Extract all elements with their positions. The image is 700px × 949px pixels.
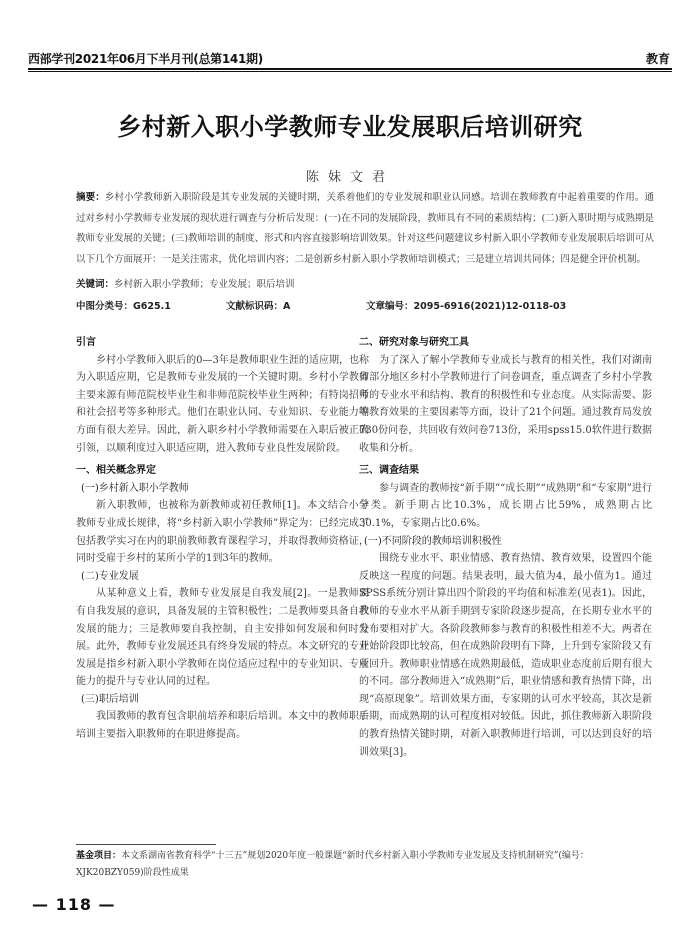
fund-text: 本文系湖南省教育科学“十三五”规划2020年度一般课题“新时代乡村新入职小学教师专业发展及支持机制研究”(编号：XJK20BZY059)阶段性成果 (76, 851, 589, 878)
paper-title: 乡村新入职小学教师专业发展职后培训研究 (117, 113, 583, 141)
section-label: 教育 (645, 52, 670, 66)
article-number: 文章编号：2095-6916(2021)12-0118-03 (366, 301, 567, 312)
subsection2-paragraph: 从某种意义上看，教师专业发展是自我发展[2]。一是教师要有自我发展的意识，具备发展的主管积极性；二是教师要具备自我发展的能力；三是教师要自我控制，自主安排如何发展和何时发展。此外，教师专业发展还具有终身发展的特点。本文研究的专业发展是指乡村新入职小学教师在岗位适应过程中的专业知识、专业能力的提升与专业认同的过程。 (76, 588, 369, 688)
left-column (76, 334, 369, 744)
section2-paragraph: 为了深入了解小学教师专业成长与教育的相关性，我们对湖南省部分地区乡村小学教师进行了问卷调查，重点调查了乡村小学教师的专业水平和结构、教育的积极性和专业态度。从实际需要、影响教育效果的主要因素等方面，设计了21个问题。通过教育局发放730份问卷，共回收有效问卷713份，采用spss15.0软件进行数据收集和分析。 (359, 354, 652, 454)
abstract (76, 188, 654, 270)
clc-number: 中图分类号：G625.1 (76, 301, 171, 312)
subsection2-heading: (二)专业发展 (81, 570, 139, 582)
keywords (76, 276, 654, 290)
author-name: 陈妹文君 (305, 170, 394, 185)
keywords-label: 关键词： (76, 279, 115, 290)
header-rule (28, 68, 672, 70)
section3-paragraph: 参与调查的教师按“新手期”“成长期”“成熟期”和“专家期”进行分类。新手期占比10.3%，成长期占比59%，成熟期占比30.1%，专家期占比0.6%。 (359, 482, 652, 529)
abstract-label: 摘要： (76, 192, 105, 203)
doc-code: 文献标识码：A (226, 301, 291, 312)
right-column (359, 334, 652, 761)
abstract-text: 乡村小学教师新入职阶段是其专业发展的关键时期，关系着他们的专业发展和职业认同感。培训在教师教育中起着重要的作用。通过对乡村小学教师专业发展的现状进行调查与分析后发现：(一)在不同的发展阶段，教师具有不同的素质结构；(二)新入职时期与成熟期是教师专业发展的关键；(三)教师培训的制度、形式和内容直接影响培训效果。针对这些问题建议乡村新入职小学教师专业发展职后培训可从以下几个方面展开：一是关注需求，优化培训内容；二是创新乡村新入职小学教师培训模式；三是建立培训共同体；四是健全评价机制。 (76, 192, 654, 265)
section2-heading: 二、研究对象与研究工具 (359, 337, 469, 348)
subsection31-heading: (一)不同阶段的教师培训积极性 (364, 535, 502, 547)
section3-heading: 三、调查结果 (359, 465, 419, 477)
section1-heading: 一、相关概念界定 (76, 465, 156, 477)
classification-line (76, 298, 566, 312)
intro-paragraph: 乡村小学教师入职后的0—3年是教师职业生涯的适应期，也称为入职适应期，它是教师专业发展的一个关键时期。乡村小学教师主要来源有师范院校毕业生和非师范院校毕业生两种；有特岗招考和社会招考等多种形式。他们在职业认同、专业知识、专业能力等方面有很大差异。因此，新入职乡村小学教师需要在入职后被正确引领，以顺利度过入职适应期，进入教师专业良性发展阶段。 (76, 354, 369, 454)
intro-heading: 引言 (76, 337, 96, 348)
page-number: — 118 — (32, 895, 116, 914)
subsection3-paragraph: 我国教师的教育包含职前培养和职后培训。本文中的教师职后培训主要指入职教师的在职进修提高。 (76, 711, 369, 741)
subsection3-heading: (三)职后培训 (81, 693, 139, 705)
fund-note (76, 848, 654, 882)
fund-label: 基金项目： (76, 851, 122, 861)
subsection31-paragraph: 围绕专业水平、职业情感、教育热情、教育效果，设置四个能反映这一程度的问题。结果表明，最大值为4，最小值为1。通过SPSS系统分别计算出四个阶段的平均值和标准差(见表1)。因此，教师的专业水平从新手期到专家阶段逐步提高，在长期专业水平的分布要相对扩大。各阶段教师参与教育的积极性相差不大。两者在开始阶段即比较高，但在成熟阶段明有下降，上升到专家阶段又有所回升。教师职业情感在成熟期最低，造成职业态度前后期有很大的不同。部分教师进入“成熟期”后，职业情感和教育热情下降，出现“高原现象”。培训效果方面，专家期的认可水平较高，其次是新手期，而成熟期的认可程度相对较低。因此，抓住教师新入职阶段的教育热情关键时期，对新入职教师进行培训，可以达到良好的培训效果[3]。 (359, 553, 652, 758)
header-rule-thin (28, 71, 672, 72)
keywords-text: 乡村新入职小学教师；专业发展；职后培训 (114, 279, 295, 290)
subsection1-paragraph: 新入职教师，也被称为新教师或初任教师[1]。本文结合小学教师专业成长规律，将“乡村新入职小学教师”界定为：已经完成了包括教学实习在内的职前教师教育课程学习，并取得教师资格证，同时受雇于乡村的某所小学的1到3年的教师。 (76, 500, 369, 565)
footnote-rule (76, 844, 216, 845)
subsection1-heading: (一)乡村新入职小学教师 (81, 482, 189, 494)
journal-header: 西部学刊2021年06月下半月刊(总第141期) (28, 52, 263, 66)
